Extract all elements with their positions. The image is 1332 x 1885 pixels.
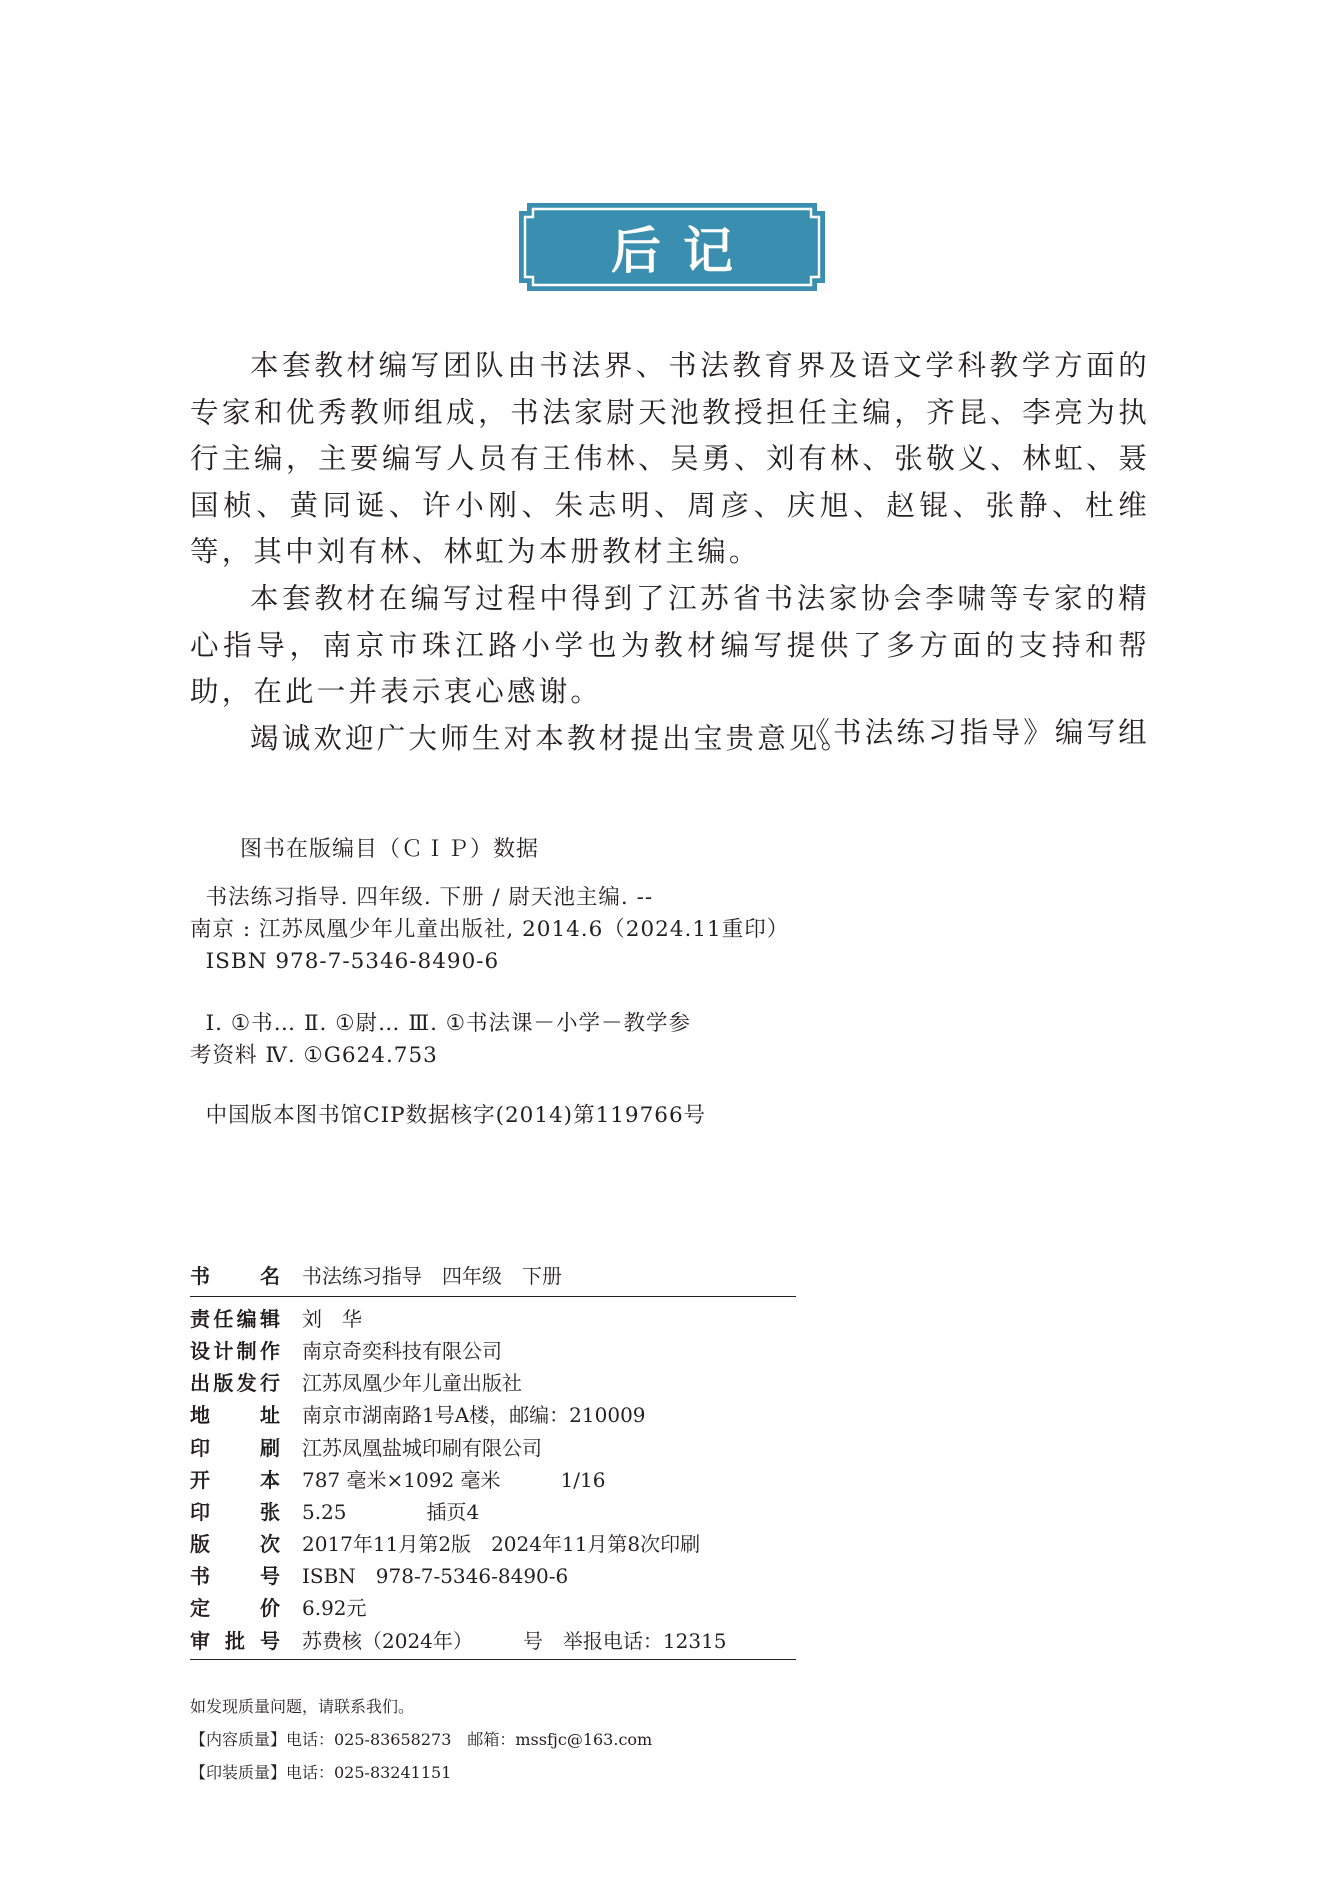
postscript-body (190, 343, 1150, 762)
colophon-label: 版 次 (190, 1532, 280, 1557)
colophon-row (190, 1301, 796, 1333)
cip-line: 考资料 Ⅳ. ①G624.753 (190, 1043, 438, 1068)
colophon-label: 出 版 发 行 (190, 1371, 280, 1396)
colophon-label: 印 刷 (190, 1435, 280, 1460)
colophon-row-title (190, 1258, 796, 1290)
cip-line: Ⅰ. ①书… Ⅱ. ①尉… Ⅲ. ①书法课－小学－教学参 (190, 1011, 692, 1036)
colophon-value: 江苏凤凰少年儿童出版社 (302, 1371, 522, 1396)
colophon (190, 1258, 796, 1660)
colophon-label: 书 号 (190, 1564, 280, 1589)
colophon-value: 6.92元 (302, 1596, 367, 1621)
colophon-value: 书法练习指导 四年级 下册 (302, 1263, 562, 1288)
cip-line: 南京 : 江苏凤凰少年儿童出版社, 2014.6（2024.11重印） (190, 917, 790, 942)
colophon-label: 责 任 编 辑 (190, 1306, 280, 1331)
colophon-label: 设 计 制 作 (190, 1338, 280, 1363)
colophon-value: 南京市湖南路1号A楼，邮编：210009 (302, 1403, 646, 1428)
cip-classification (190, 1008, 890, 1072)
colophon-value: 江苏凤凰盐城印刷有限公司 (302, 1435, 542, 1460)
note-line: 如发现质量问题，请联系我们。 (190, 1697, 415, 1716)
colophon-row (190, 1559, 796, 1591)
colophon-value: 2017年11月第2版 2024年11月第8次印刷 (302, 1532, 701, 1557)
colophon-row (190, 1623, 796, 1655)
postscript-signature: 《书法练习指导》编写组 (801, 716, 1150, 749)
colophon-value: 787 毫米×1092 毫米 1/16 (302, 1467, 606, 1492)
colophon-label: 开 本 (190, 1467, 280, 1492)
divider (190, 1296, 796, 1297)
postscript-paragraph: 本套教材在编写过程中得到了江苏省书法家协会李啸等专家的精心指导，南京市珠江路小学也为教材编写提供了多方面的支持和帮助，在此一并表示衷心感谢。 (190, 581, 1150, 709)
colophon-row (190, 1527, 796, 1559)
colophon-row (190, 1366, 796, 1398)
cip-line: 中国版本图书馆CIP数据核字(2014)第119766号 (190, 1103, 707, 1128)
cip-bibliographic-entry (190, 882, 890, 978)
colophon-label: 定 价 (190, 1596, 280, 1621)
colophon-row (190, 1591, 796, 1623)
colophon-row (190, 1462, 796, 1494)
colophon-label: 地 址 (190, 1403, 280, 1428)
postscript-paragraph: 竭诚欢迎广大师生对本教材提出宝贵意见。 (250, 721, 853, 755)
colophon-row (190, 1494, 796, 1526)
colophon-label: 审 批 号 (190, 1628, 280, 1653)
page-title: 后记 (611, 222, 755, 280)
note-line: 【印装质量】电话：025-83241151 (190, 1763, 452, 1782)
cip-line: ISBN 978-7-5346-8490-6 (190, 949, 500, 974)
note-line: 【内容质量】电话：025-83658273 邮箱：mssfjc@163.com (190, 1730, 653, 1749)
colophon-value: 刘 华 (302, 1306, 362, 1331)
colophon-label: 书 名 (190, 1263, 280, 1288)
cip-heading: 图书在版编目（ＣＩＰ）数据 (240, 837, 540, 862)
postscript-paragraph: 本套教材编写团队由书法界、书法教育界及语文学科教学方面的专家和优秀教师组成，书法家尉天池教授担任主编，齐昆、李亮为执行主编，主要编写人员有王伟林、吴勇、刘有林、张敬义、林虹、聂国桢、黄同诞、许小刚、朱志明、周彦、庆旭、赵锟、张静、杜维等，其中刘有林、林虹为本册教材主编。 (190, 349, 1150, 569)
colophon-row (190, 1333, 796, 1365)
colophon-value: 南京奇奕科技有限公司 (302, 1338, 502, 1363)
colophon-row (190, 1430, 796, 1462)
cip-record-number (190, 1100, 890, 1132)
colophon-value: ISBN 978-7-5346-8490-6 (302, 1564, 569, 1589)
cip-line: 书法练习指导. 四年级. 下册 / 尉天池主编. -- (190, 885, 654, 910)
colophon-value: 5.25 插页4 (302, 1499, 480, 1524)
colophon-rows (190, 1301, 796, 1655)
colophon-row (190, 1398, 796, 1430)
title-banner (519, 203, 825, 291)
quality-contact-notes (190, 1690, 652, 1789)
colophon-value: 苏费核（2024年） 号 举报电话：12315 (302, 1628, 727, 1653)
colophon-label: 印 张 (190, 1499, 280, 1524)
divider (190, 1659, 796, 1660)
